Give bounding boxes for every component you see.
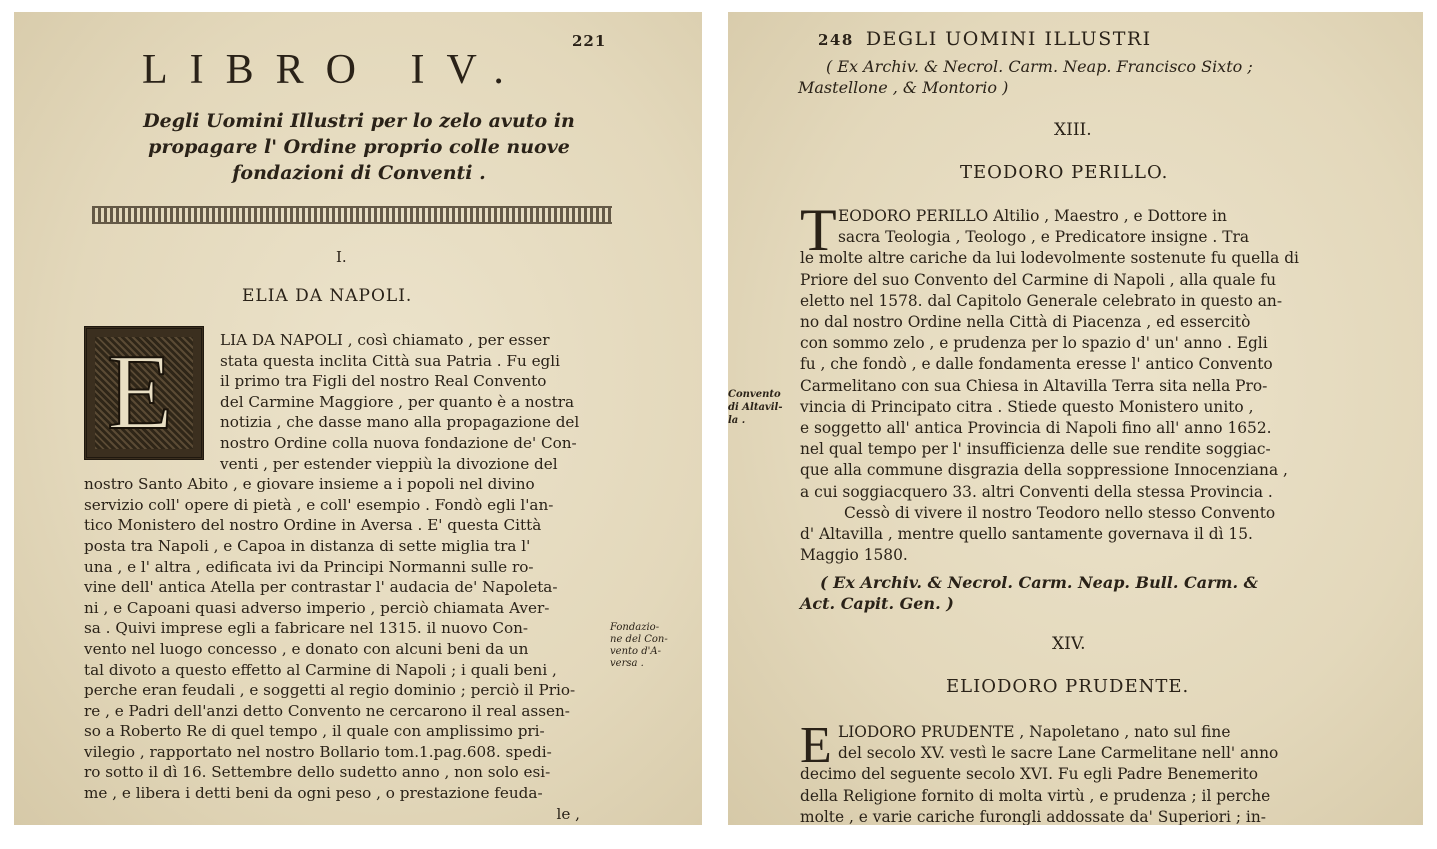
text-line: me , e libera i detti beni da ogni peso , o prestazione feuda- [84,784,543,803]
initial-letter: E [800,717,832,774]
subtitle-line: Degli Uomini Illustri per lo zelo avuto in [143,110,575,132]
entry-heading: ELIODORO PRUDENTE. [946,676,1190,697]
text-line: ni , e Capoani quasi adverso imperio , perciò chiamata Aver- [84,598,550,617]
text-line: del secolo XV. vestì le sacre Lane Carmelitane nell' anno [838,744,1279,763]
text-line: sa . Quivi imprese egli a fabricare nel 1315. il nuovo Con- [84,619,529,638]
text-line: Maggio 1580. [800,546,908,565]
text-line: servizio coll' opere di pietà , e coll' esempio . Fondò egli l'an- [84,495,554,514]
section-number: I. [336,248,347,266]
text-line: molte , e varie cariche furongli addossate da' Superiori ; in- [800,807,1266,825]
text-line: sacra Teologia , Teologo , e Predicatore insigne . Tra [838,228,1250,247]
margin-note-line: vento d'A- [610,646,661,657]
entry-heading: ELIA DA NAPOLI. [242,286,413,306]
margin-note-line: la . [728,415,746,426]
source-citation [800,572,1400,614]
running-title: DEGLI UOMINI ILLUSTRI [865,28,1152,50]
margin-note-line: di Altavil- [728,402,783,413]
body-text [84,330,608,824]
section-number: XIV. [1052,634,1086,654]
text-line: vine dell' antica Atella per contrastar l' audacia de' Napoleta- [84,578,558,597]
text-line: nel qual tempo per l' insufficienza delle sue rendite soggiac- [800,440,1271,459]
text-line: le , [556,804,580,823]
text-line: notizia , che dasse mano alla propagazione del [220,413,580,432]
text-line: perche eran feudali , e soggetti al regio dominio ; perciò il Prio- [84,681,576,700]
text-line: stata questa inclita Città sua Patria . Fu egli [220,351,560,370]
subtitle-line: propagare l' Ordine proprio colle nuove [148,136,570,158]
text-line: ro sotto il dì 16. Settembre dello sudetto anno , non solo esi- [84,763,551,782]
text-line: re , e Padri dell'anzi detto Convento ne cercarono il real assen- [84,701,570,720]
initial-letter: T [800,197,837,263]
text-line: no dal nostro Ordine nella Città di Piacenza , ed essercitò [800,313,1251,332]
margin-note-line: versa . [610,658,644,669]
text-line: LIA DA NAPOLI , così chiamato , per esser [220,331,550,349]
text-line: e soggetto all' antica Provincia di Napoli fino all' anno 1652. [800,419,1272,438]
text-line: Cessò di vivere il nostro Teodoro nello stesso Convento [844,503,1276,522]
running-head [818,28,1152,50]
citation-line: Act. Capit. Gen. ) [800,594,954,613]
text-line: venti , per estender vieppiù la divozione del [220,454,558,473]
ornamental-rule [92,206,612,224]
initial-letter: E [107,333,173,452]
text-line: Carmelitano con sua Chiesa in Altavilla Terra sita nella Pro- [800,376,1268,395]
text-line: eletto nel 1578. dal Capitolo Generale celebrato in questo an- [800,291,1283,310]
text-line: nostro Santo Abito , e giovare insieme a i popoli nel divino [84,475,535,494]
text-line: posta tra Napoli , e Capoa in distanza di sette miglia tra l' [84,536,531,555]
text-line: fu , che fondò , e dalle fondamenta eresse l' antico Convento [800,355,1273,374]
citation-line: Mastellone , & Montorio ) [798,78,1009,97]
text-line: decimo del seguente secolo XVI. Fu egli Padre Benemerito [800,765,1259,784]
text-line: vincia di Principato citra . Stiede questo Monistero unito , [800,397,1254,416]
text-line: le molte altre cariche da lui lodevolmente sostenute fu quella di [800,249,1299,268]
book-subtitle [124,108,594,186]
subtitle-line: fondazioni di Conventi . [232,162,486,184]
section-number: XIII. [1054,120,1092,140]
text-line: EODORO PERILLO Altilio , Maestro , e Dottore in [838,207,1227,225]
text-line: vento nel luogo concesso , e donato con alcuni beni da un [84,639,529,658]
text-line: nostro Ordine colla nuova fondazione de' Con- [220,433,577,452]
margin-note-line: Fondazio- [610,622,660,633]
left-page [14,12,702,825]
margin-note [610,622,682,670]
margin-note-line: ne del Con- [610,634,668,645]
source-citation [798,56,1398,98]
text-line: tico Monistero del nostro Ordine in Aversa . E' questa Città [84,516,542,535]
body-text [800,206,1400,566]
book-title: LIBRO IV. [142,47,526,93]
body-text [800,717,1400,825]
text-line: tal divoto a questo effetto al Carmine di Napoli ; i quali beni , [84,660,557,679]
text-line: Priore del suo Convento del Carmine di Napoli , alla quale fu [800,270,1277,289]
text-line: LIODORO PRUDENTE , Napoletano , nato sul fine [838,723,1231,741]
margin-note-line: Convento [728,389,781,400]
citation-line: ( Ex Archiv. & Necrol. Carm. Neap. Bull. Carm. & [820,573,1259,592]
page-number: 221 [572,32,607,50]
text-line: so a Roberto Re di quel tempo , il quale con amplissimo pri- [84,722,545,741]
text-line: della Religione fornito di molta virtù , e prudenza ; il perche [800,786,1271,805]
entry-heading: TEODORO PERILLO. [960,162,1169,183]
text-line: il primo tra Figli del nostro Real Convento [220,372,547,391]
text-line: una , e l' altra , edificata ivi da Principi Normanni sulle ro- [84,557,534,576]
text-line: del Carmine Maggiore , per quanto è a nostra [220,392,575,411]
text-line: d' Altavilla , mentre quello santamente governava il dì 15. [800,525,1253,544]
text-line: con sommo zelo , e prudenza per lo spazio d' un' anno . Egli [800,334,1268,353]
citation-line: ( Ex Archiv. & Necrol. Carm. Neap. Francisco Sixto ; [826,57,1253,76]
text-line: vilegio , rapportato nel nostro Bollario tom.1.pag.608. spedi- [84,742,552,761]
text-line: a cui soggiacquero 33. altri Conventi della stessa Provincia . [800,482,1273,501]
right-page [728,12,1423,825]
text-line: que alla commune disgrazia della soppressione Innocenziana , [800,461,1288,480]
margin-note [728,388,798,427]
page-number: 248 [818,31,854,49]
